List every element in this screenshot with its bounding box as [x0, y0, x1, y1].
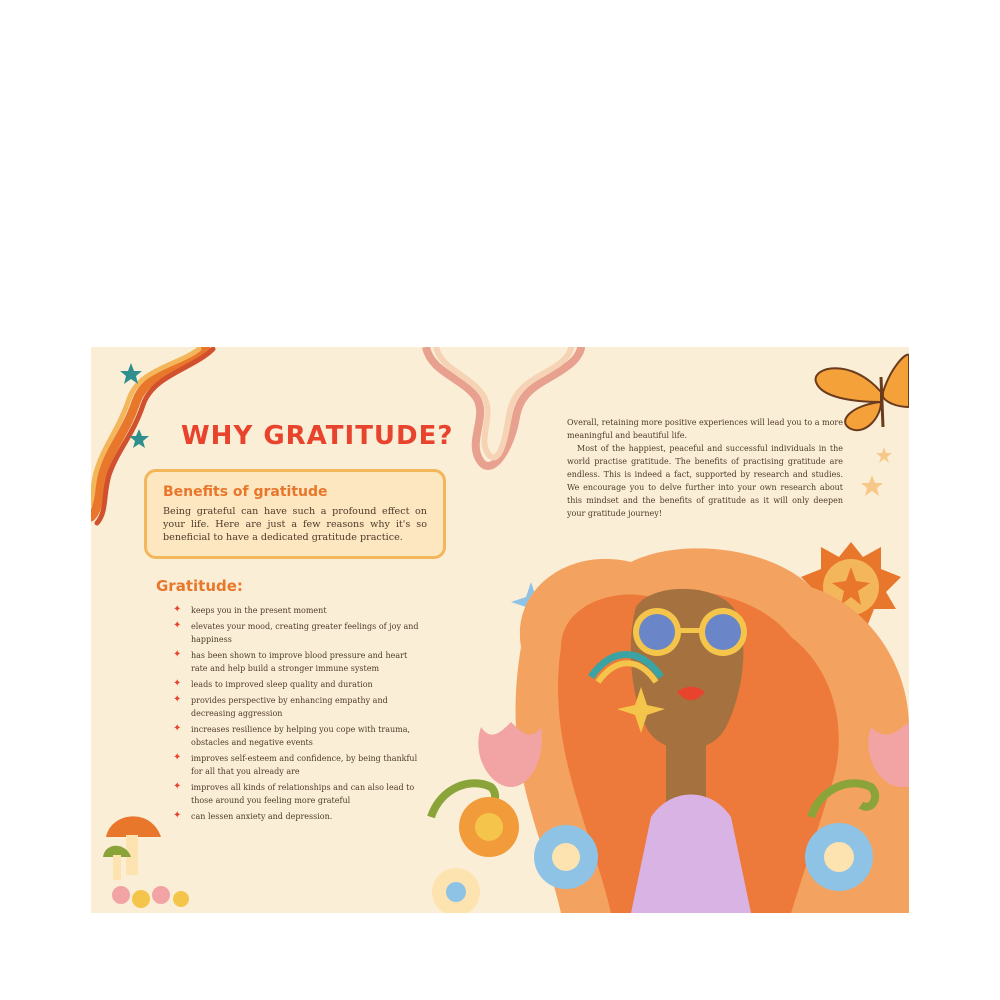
sparkle-bullet-icon: ✦	[173, 649, 182, 660]
sparkle-bullet-icon: ✦	[173, 620, 182, 631]
benefits-box	[144, 469, 446, 559]
right-body-text	[567, 416, 843, 520]
list-item: ✦ improves all kinds of relationships and can also lead to those around you feeling more grateful	[173, 781, 415, 805]
paragraph: Overall, retaining more positive experiences will lead you to a more meaningful and beautiful life.	[567, 418, 843, 440]
list-item: ✦ can lessen anxiety and depression.	[173, 810, 333, 821]
gratitude-list	[173, 604, 423, 826]
sparkle-bullet-icon: ✦	[173, 723, 182, 734]
benefits-heading: Benefits of gratitude	[163, 484, 328, 500]
list-item: ✦ provides perspective by enhancing empathy and decreasing aggression	[173, 694, 388, 718]
book-spread	[91, 347, 909, 913]
list-item: ✦ keeps you in the present moment	[173, 604, 327, 615]
mushroom-icon	[103, 816, 189, 908]
page-title: WHY GRATITUDE?	[181, 421, 454, 451]
list-item: ✦ increases resilience by helping you cope with trauma, obstacles and negative events	[173, 723, 411, 747]
sparkle-bullet-icon: ✦	[173, 678, 182, 689]
list-item: ✦ elevates your mood, creating greater feelings of joy and happiness	[173, 620, 419, 644]
list-item: ✦ has been shown to improve blood pressure and heart rate and help build a stronger immune system	[173, 649, 408, 673]
list-item: ✦ leads to improved sleep quality and duration	[173, 678, 373, 689]
sparkle-bullet-icon: ✦	[173, 810, 182, 821]
sparkle-bullet-icon: ✦	[173, 694, 182, 705]
benefits-body: Being grateful can have such a profound effect on your life. Here are just a few reasons why it's so beneficial to have a dedicated gratitude practice.	[163, 506, 427, 543]
sparkle-bullet-icon: ✦	[173, 781, 182, 792]
sparkle-bullet-icon: ✦	[173, 604, 182, 615]
list-item: ✦ improves self-esteem and confidence, by being thankful for all that you already are	[173, 752, 418, 776]
sparkle-star-icon	[861, 447, 892, 496]
gratitude-heading: Gratitude:	[156, 577, 243, 595]
sparkle-bullet-icon: ✦	[173, 752, 182, 763]
paragraph: Most of the happiest, peaceful and successful individuals in the world practise gratitude. The benefits of practising gratitude are endless. This is indeed a fact, supported by research and studies. We encourage you to delve further into your own research about this mindset and the benefits of gratitude as it will only deepen your gratitude journey!	[567, 444, 843, 518]
